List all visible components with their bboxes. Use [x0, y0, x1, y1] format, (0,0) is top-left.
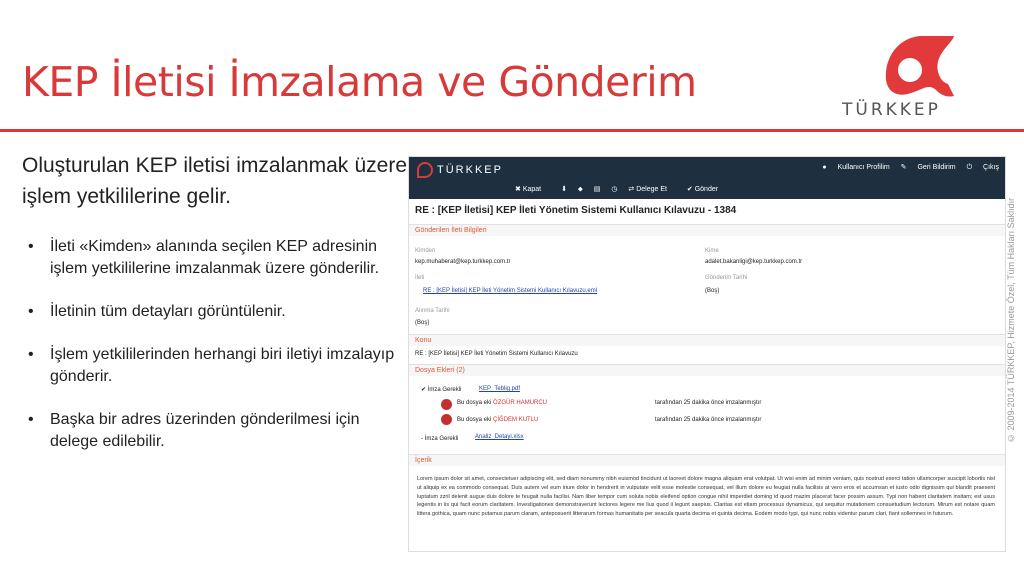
to-label: Kime [705, 248, 719, 254]
section-content: İçerik [409, 454, 1005, 466]
clock-icon[interactable]: ◷ [611, 186, 618, 193]
signature1-time: tarafından 25 dakika önce imzalanmıştır [655, 400, 762, 406]
from-value: kep.muhaberat@kep.turkkep.com.tr [415, 259, 511, 265]
delegate-button[interactable]: ⇄ Delege Et [628, 186, 667, 193]
profile-link[interactable]: ● Kullanıcı Profilim [822, 164, 890, 171]
tag-icon[interactable]: ⬥ [577, 186, 583, 193]
slide-title: KEP İletisi İmzalama ve Gönderim [22, 58, 697, 106]
signature2-note: Bu dosya eki ÇİĞDEM KUTLU [457, 417, 539, 423]
turkkep-logo [842, 28, 1012, 124]
attachment2-link[interactable]: Analiz_Detayi.xlsx [475, 434, 524, 440]
send-button[interactable]: ✔ Gönder [686, 186, 719, 193]
bullet-text: İleti «Kimden» alanında seçilen KEP adresinin işlem yetkililerine imzalanmak üzere gönderilir. [50, 238, 380, 277]
section-info: Gönderilen İleti Bilgileri [409, 224, 1005, 236]
app-logo-icon [417, 162, 433, 178]
attachment1-status: ✔ İmza Gerekli [421, 387, 462, 393]
mail-title: RE : [KEP İletisi] KEP İleti Yönetim Sistemi Kullanıcı Kılavuzu - 1384 [415, 205, 737, 216]
sent-date-label: Gönderim Tarihi [705, 275, 748, 281]
subject-value: RE : [KEP İletisi] KEP İleti Yönetim Sistemi Kullanıcı Kılavuzu [415, 351, 578, 357]
signature2-time: tarafından 25 dakika önce imzalanmıştır [655, 417, 762, 423]
bullet-item: • İleti «Kimden» alanında seçilen KEP adresinin işlem yetkililerine imzalanmak üzere gönderilir. [28, 238, 380, 277]
close-button[interactable]: ✖ Kapat [515, 186, 542, 193]
bullet-item: • İşlem yetkililerinden herhangi biri iletiyi imzalayıp gönderir. [28, 346, 395, 385]
bullet-text: Başka bir adres üzerinden gönderilmesi için delege edilebilir. [50, 411, 360, 450]
feedback-link[interactable]: ✎ Geri Bildirim [900, 164, 956, 171]
check-icon: ✔ [421, 387, 427, 393]
to-value: adalet.bakanligi@kep.turkkep.com.tr [705, 259, 803, 265]
top-links [813, 163, 999, 172]
signature1-note: Bu dosya eki ÖZGÜR HAMURCU [457, 400, 548, 406]
bullet-list [22, 236, 397, 453]
seal-icon [441, 414, 452, 425]
section-subject: Konu [409, 334, 1005, 346]
bullet-item: • İletinin tüm detayları görüntülenir. [28, 303, 286, 320]
sent-date-value: (Boş) [705, 288, 720, 294]
from-label: Kimden [415, 248, 436, 254]
app-screenshot [408, 156, 1006, 552]
action-toolbar [515, 185, 736, 194]
intro-text: Oluşturulan KEP iletisi imzalanmak üzere işlem yetkililerine gelir. [22, 154, 407, 208]
app-logo[interactable] [417, 162, 517, 192]
bullet-item: • Başka bir adres üzerinden gönderilmesi için delege edilebilir. [28, 411, 360, 450]
attachment2-status: - İmza Gerekli [421, 436, 459, 442]
received-date-value: (Boş) [415, 320, 430, 326]
download-icon[interactable]: ⬇ [561, 186, 567, 193]
bullet-text: İşlem yetkililerinden herhangi biri iletiyi imzalayıp gönderir. [50, 346, 395, 385]
print-icon[interactable]: ▤ [593, 186, 601, 193]
copyright-text: © 2009-2014 TÜRKKEP, Hizmete Özel, Tüm Hakları Saklıdır [1006, 197, 1016, 443]
logout-link[interactable]: ⏻ Çıkış [966, 164, 999, 171]
logo-wordmark: TÜRKKEP [842, 100, 941, 120]
message-body: Lorem ipsum dolor sit amet, consectetuer adipiscing elit, sed diam nonummy nibh euismod tincidunt ut laoreet dolore magna aliquam erat volutpat. Ut wisi enim ad minim veniam, quis nostrud exerci tation ullamcorper suscipit lobortis nisl ut aliquip ex ea commodo consequat. Duis autem vel eum iriure dolor in hendrerit in vulputate velit esse molestie consequat, vel illum dolore eu feugiat nulla facilisis at vero eros et accumsan et iusto odio dignissim qui blandit praesent luptatum zzril delenit augue duis dolore te feugait nulla facilisi. Nam liber tempor cum soluta nobis eleifend option congue nihil imperdiet doming id quod mazim placerat facer possim assum. Typi non habent claritatem insitam; est usus legentis in iis qui facit eorum claritatem. Investigationes demonstraverunt lectores legere me lius quod ii legunt saepius. Claritas est etiam processus dynamicus, qui sequitur mutationem consuetudium lectorum. Mirum est notare quam littera gothica, quam nunc putamus parum claram, anteposuerit litterarum formas humanitatis per seacula quarta decima et quinta decima. Eodem modo typi, qui nunc nobis videntur parum clari, fiant sollemnes in futurum. [417, 476, 995, 518]
title-divider [0, 129, 1024, 132]
message-link[interactable]: RE : [KEP İletisi] KEP İleti Yönetim Sistemi Kullanıcı Kılavuzu.eml [423, 288, 598, 294]
attachment1-link[interactable]: KEP_Teblig.pdf [479, 386, 521, 392]
received-date-label: Alınma Tarihi [415, 308, 450, 314]
section-attachments: Dosya Ekleri (2) [409, 364, 1005, 376]
app-logo-text: TÜRKKEP [437, 163, 503, 176]
seal-icon [441, 399, 452, 410]
bullet-text: İletinin tüm detayları görüntülenir. [50, 303, 286, 320]
message-label: İleti [415, 275, 425, 281]
